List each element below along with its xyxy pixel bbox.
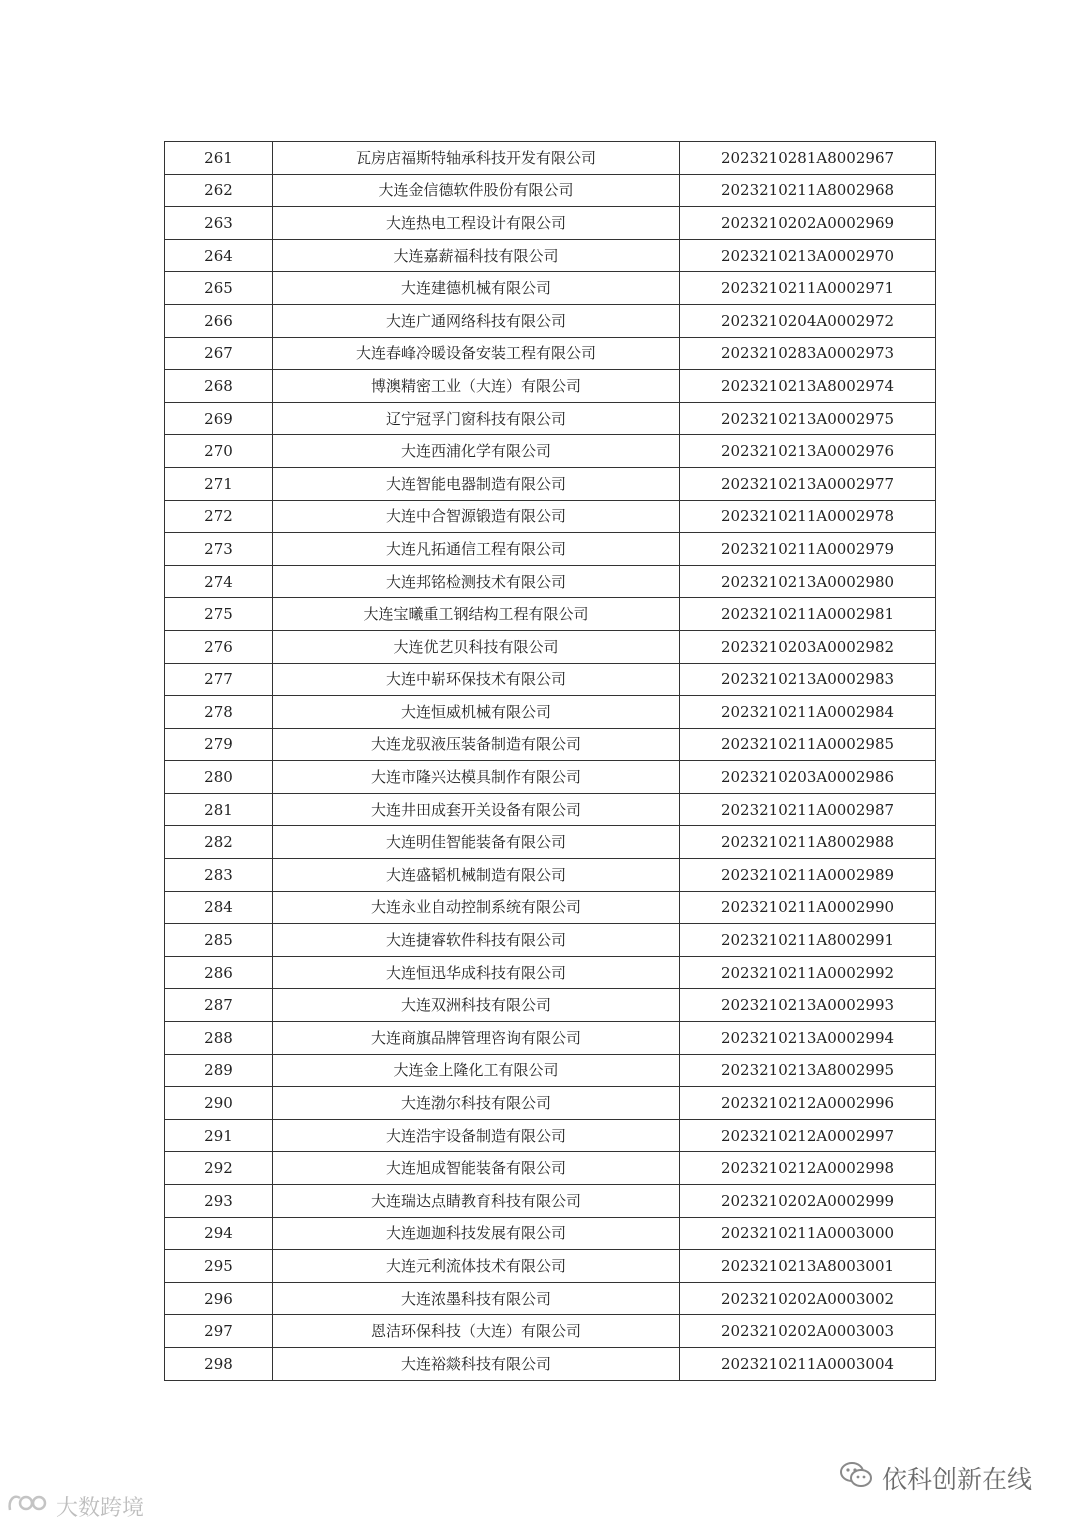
table-row [165,435,936,468]
brand-logo-icon [6,1490,48,1522]
table-row [165,598,936,631]
table-row [165,793,936,826]
row-number-cell: 261 [165,142,273,175]
row-number-cell: 286 [165,956,273,989]
row-number-cell: 283 [165,859,273,892]
registration-code-cell: 2023210211A0002989 [680,859,936,892]
row-number-cell: 290 [165,1087,273,1120]
table-row [165,402,936,435]
row-number-cell: 267 [165,337,273,370]
table-row [165,1282,936,1315]
table-row [165,500,936,533]
row-number-cell: 292 [165,1152,273,1185]
company-name-cell: 大连旭成智能装备有限公司 [273,1152,680,1185]
registration-code-cell: 2023210211A0003000 [680,1217,936,1250]
company-name-cell: 大连凡拓通信工程有限公司 [273,533,680,566]
registration-code-cell: 2023210213A8002995 [680,1054,936,1087]
company-name-cell: 大连龙驭液压装备制造有限公司 [273,728,680,761]
table-row [165,859,936,892]
company-name-cell: 大连双洲科技有限公司 [273,989,680,1022]
watermark-right [838,1460,1032,1496]
registration-code-cell: 2023210213A0002975 [680,402,936,435]
registration-code-cell: 2023210212A0002997 [680,1119,936,1152]
row-number-cell: 263 [165,207,273,240]
company-name-cell: 大连建德机械有限公司 [273,272,680,305]
table-row [165,989,936,1022]
row-number-cell: 284 [165,891,273,924]
company-name-cell: 大连明佳智能装备有限公司 [273,826,680,859]
company-name-cell: 大连市隆兴达模具制作有限公司 [273,761,680,794]
company-name-cell: 大连渤尔科技有限公司 [273,1087,680,1120]
company-name-cell: 大连盛韬机械制造有限公司 [273,859,680,892]
registration-code-cell: 2023210283A0002973 [680,337,936,370]
row-number-cell: 295 [165,1250,273,1283]
table-row [165,1315,936,1348]
row-number-cell: 287 [165,989,273,1022]
registration-code-cell: 2023210212A0002996 [680,1087,936,1120]
registration-code-cell: 2023210211A8002991 [680,924,936,957]
table-row [165,239,936,272]
row-number-cell: 265 [165,272,273,305]
registration-code-cell: 2023210211A0002979 [680,533,936,566]
registration-code-cell: 2023210202A0002969 [680,207,936,240]
row-number-cell: 285 [165,924,273,957]
registration-code-cell: 2023210213A0002976 [680,435,936,468]
table-row [165,1217,936,1250]
table-row [165,826,936,859]
company-name-cell: 大连永业自动控制系统有限公司 [273,891,680,924]
company-name-cell: 大连邦铭检测技术有限公司 [273,565,680,598]
row-number-cell: 266 [165,304,273,337]
table-row [165,337,936,370]
company-name-cell: 恩洁环保科技（大连）有限公司 [273,1315,680,1348]
row-number-cell: 289 [165,1054,273,1087]
registration-code-cell: 2023210211A0002990 [680,891,936,924]
table-row [165,142,936,175]
registration-code-cell: 2023210211A0002992 [680,956,936,989]
table-row [165,728,936,761]
registration-code-cell: 2023210204A0002972 [680,304,936,337]
company-name-cell: 大连恒威机械有限公司 [273,696,680,729]
registration-code-cell: 2023210211A8002968 [680,174,936,207]
registration-code-cell: 2023210211A0002978 [680,500,936,533]
table-row [165,533,936,566]
table-row [165,663,936,696]
registration-code-cell: 2023210203A0002982 [680,630,936,663]
registration-code-cell: 2023210213A0002993 [680,989,936,1022]
company-name-cell: 大连嘉薪福科技有限公司 [273,239,680,272]
company-list-table [164,141,936,1381]
table-row [165,1087,936,1120]
registration-code-cell: 2023210211A0002985 [680,728,936,761]
company-name-cell: 大连热电工程设计有限公司 [273,207,680,240]
registration-code-cell: 2023210213A0002980 [680,565,936,598]
table-row [165,891,936,924]
row-number-cell: 294 [165,1217,273,1250]
row-number-cell: 269 [165,402,273,435]
table-row [165,1185,936,1218]
registration-code-cell: 2023210213A0002983 [680,663,936,696]
registration-code-cell: 2023210213A8003001 [680,1250,936,1283]
company-name-cell: 大连金信德软件股份有限公司 [273,174,680,207]
row-number-cell: 275 [165,598,273,631]
watermark-right-text: 依科创新在线 [882,1465,1033,1494]
company-name-cell: 辽宁冠孚门窗科技有限公司 [273,402,680,435]
row-number-cell: 268 [165,370,273,403]
table-row [165,1119,936,1152]
registration-code-cell: 2023210212A0002998 [680,1152,936,1185]
registration-code-cell: 2023210213A0002994 [680,1022,936,1055]
company-name-cell: 大连中合智源锻造有限公司 [273,500,680,533]
registration-code-cell: 2023210211A0002981 [680,598,936,631]
table-row [165,207,936,240]
row-number-cell: 291 [165,1119,273,1152]
watermark-left [6,1490,144,1522]
row-number-cell: 271 [165,467,273,500]
registration-code-cell: 2023210211A0003004 [680,1347,936,1380]
company-name-cell: 大连智能电器制造有限公司 [273,467,680,500]
registration-code-cell: 2023210213A0002977 [680,467,936,500]
row-number-cell: 276 [165,630,273,663]
watermark-left-text: 大数跨境 [56,1495,145,1521]
table-row [165,761,936,794]
company-name-cell: 大连瑞达点睛教育科技有限公司 [273,1185,680,1218]
company-name-cell: 大连中崭环保技术有限公司 [273,663,680,696]
registration-code-cell: 2023210202A0002999 [680,1185,936,1218]
registration-code-cell: 2023210281A8002967 [680,142,936,175]
company-name-cell: 大连浩宇设备制造有限公司 [273,1119,680,1152]
company-name-cell: 博澳精密工业（大连）有限公司 [273,370,680,403]
row-number-cell: 293 [165,1185,273,1218]
table-row [165,956,936,989]
company-name-cell: 大连井田成套开关设备有限公司 [273,793,680,826]
registration-code-cell: 2023210213A0002970 [680,239,936,272]
row-number-cell: 288 [165,1022,273,1055]
registration-code-cell: 2023210213A8002974 [680,370,936,403]
registration-code-cell: 2023210202A0003003 [680,1315,936,1348]
company-name-cell: 大连裕燚科技有限公司 [273,1347,680,1380]
wechat-icon [838,1460,874,1496]
row-number-cell: 280 [165,761,273,794]
row-number-cell: 282 [165,826,273,859]
registration-code-cell: 2023210211A8002988 [680,826,936,859]
company-name-cell: 大连迦迦科技发展有限公司 [273,1217,680,1250]
company-name-cell: 大连元利流体技术有限公司 [273,1250,680,1283]
table-row [165,1054,936,1087]
company-name-cell: 大连金上隆化工有限公司 [273,1054,680,1087]
row-number-cell: 277 [165,663,273,696]
company-name-cell: 大连西浦化学有限公司 [273,435,680,468]
company-name-cell: 大连广通网络科技有限公司 [273,304,680,337]
registration-code-cell: 2023210202A0003002 [680,1282,936,1315]
company-name-cell: 瓦房店福斯特轴承科技开发有限公司 [273,142,680,175]
company-name-cell: 大连商旗品牌管理咨询有限公司 [273,1022,680,1055]
table-row [165,1152,936,1185]
registration-code-cell: 2023210211A0002971 [680,272,936,305]
company-name-cell: 大连浓墨科技有限公司 [273,1282,680,1315]
row-number-cell: 274 [165,565,273,598]
company-name-cell: 大连优艺贝科技有限公司 [273,630,680,663]
table-row [165,1250,936,1283]
row-number-cell: 262 [165,174,273,207]
row-number-cell: 279 [165,728,273,761]
row-number-cell: 278 [165,696,273,729]
table-row [165,467,936,500]
table-row [165,304,936,337]
row-number-cell: 264 [165,239,273,272]
company-name-cell: 大连宝曦重工钢结构工程有限公司 [273,598,680,631]
row-number-cell: 270 [165,435,273,468]
registration-code-cell: 2023210211A0002984 [680,696,936,729]
table-row [165,272,936,305]
table-row [165,370,936,403]
row-number-cell: 273 [165,533,273,566]
registration-code-cell: 2023210203A0002986 [680,761,936,794]
row-number-cell: 272 [165,500,273,533]
registration-code-cell: 2023210211A0002987 [680,793,936,826]
company-name-cell: 大连恒迅华成科技有限公司 [273,956,680,989]
company-name-cell: 大连春峰冷暖设备安装工程有限公司 [273,337,680,370]
table-row [165,174,936,207]
row-number-cell: 281 [165,793,273,826]
row-number-cell: 297 [165,1315,273,1348]
table-row [165,1347,936,1380]
table-row [165,924,936,957]
company-name-cell: 大连捷睿软件科技有限公司 [273,924,680,957]
row-number-cell: 298 [165,1347,273,1380]
row-number-cell: 296 [165,1282,273,1315]
table-row [165,1022,936,1055]
table-row [165,696,936,729]
table-row [165,630,936,663]
table-row [165,565,936,598]
